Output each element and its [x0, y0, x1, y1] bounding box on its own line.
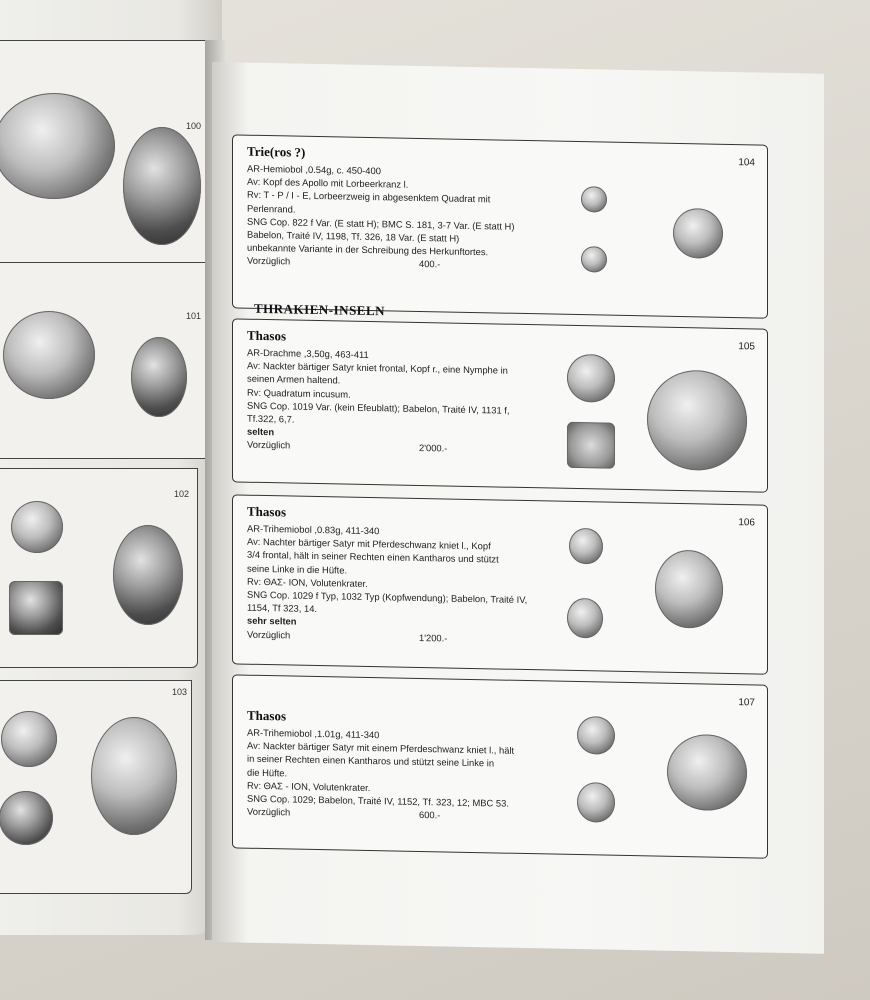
- condition-label: Vorzüglich: [247, 805, 291, 818]
- description-line: Av: Nachter bärtiger Satyr mit Pferdeschwanz kniet l., Kopf: [247, 535, 491, 552]
- description-line: AR-Hemiobol ,0.54g, c. 450-400: [247, 162, 381, 177]
- description-line: Perlenrand.: [247, 202, 296, 215]
- entry-title: Thasos: [247, 327, 287, 344]
- coin-obverse-image: [569, 528, 603, 565]
- coin-obverse-image: [577, 716, 615, 755]
- condition-label: Vorzüglich: [247, 255, 291, 267]
- price: 2'000.-: [419, 442, 448, 454]
- description-line: SNG Cop. 1029; Babelon, Traité IV, 1152, Tf. 323, 12; MBC 53.: [247, 792, 509, 809]
- coin-reverse-image: [567, 598, 603, 639]
- left-page: [0, 0, 222, 935]
- coin-image: [131, 337, 187, 417]
- description-line: AR-Drachme ,3,50g, 463-411: [247, 346, 369, 361]
- left-entry-number: 100: [185, 121, 201, 131]
- entry-number: 104: [738, 157, 755, 169]
- price: 400.-: [419, 258, 441, 270]
- description-line: 3/4 frontal, hält in seiner Rechten einen Kantharos und stützt: [247, 549, 499, 565]
- condition-label: Vorzüglich: [247, 439, 291, 451]
- left-entry-number: 101: [185, 311, 201, 321]
- description-line: Av: Nackter bärtiger Satyr mit einem Pferdeschwanz kniet l., hält: [247, 739, 515, 757]
- coin-enlarged-image: [673, 208, 723, 259]
- entry-title: Trie(ros ?): [247, 143, 306, 160]
- left-entry-number: 103: [171, 687, 187, 697]
- coin-reverse-image: [567, 422, 615, 469]
- price: 600.-: [419, 809, 441, 821]
- description-line: Rv: ΘΑΣ- ΙΟΝ, Volutenkrater.: [247, 575, 368, 589]
- condition-label: Vorzüglich: [247, 628, 291, 641]
- coin-image: [0, 791, 53, 845]
- coin-image: [1, 711, 57, 767]
- entry-title: Thasos: [247, 503, 287, 520]
- entry-description: [247, 522, 567, 647]
- right-page: [212, 62, 824, 954]
- rarity-label: sehr selten: [247, 615, 297, 628]
- entry-description: [247, 162, 567, 274]
- entry-number: 106: [738, 517, 755, 529]
- left-entry-box: [0, 40, 210, 267]
- entry-number: 105: [738, 341, 755, 353]
- description-line: SNG Cop. 1029 f Typ, 1032 Typ (Kopfwendung); Babelon, Traité IV,: [247, 588, 528, 606]
- description-line: Av: Nackter bärtiger Satyr kniet frontal, Kopf r., eine Nymphe in: [247, 359, 508, 376]
- description-line: Rv: T - P / I - E, Lorbeerzweig in abgesenktem Quadrat mit: [247, 189, 491, 205]
- section-heading: THRAKIEN-INSELN: [254, 300, 386, 319]
- coin-image: [113, 525, 183, 625]
- description-line: Tf.322, 6,7.: [247, 412, 295, 425]
- left-entry-box: [0, 680, 192, 894]
- description-line: die Hüfte.: [247, 766, 288, 779]
- coin-reverse-image: [577, 782, 615, 823]
- coin-image: [91, 717, 177, 835]
- description-line: SNG Cop. 822 f Var. (E statt H); BMC S. 181, 3-7 Var. (E statt H): [247, 215, 515, 232]
- description-line: Rv: Quadratum incusum.: [247, 386, 351, 400]
- catalog-entry-105: [232, 318, 768, 492]
- coin-image: [3, 311, 95, 399]
- description-line: 1154, Tf 323, 14.: [247, 601, 318, 615]
- description-line: SNG Cop. 1019 Var. (kein Efeublatt); Babelon, Traité IV, 1131 f,: [247, 399, 510, 416]
- entry-title: Thasos: [247, 707, 287, 724]
- description-line: seine Linke in die Hüfte.: [247, 562, 348, 576]
- coin-obverse-image: [567, 354, 615, 403]
- coin-image: [9, 581, 63, 635]
- catalog-entry-106: [232, 494, 768, 674]
- description-line: Babelon, Traité IV, 1198, Tf. 326, 18 Var. (E statt H): [247, 228, 460, 244]
- description-line: AR-Trihemiobol ,0.83g, 411-340: [247, 522, 380, 537]
- entry-description: [247, 346, 567, 458]
- coin-reverse-image: [581, 246, 607, 272]
- catalog-entry-104: [232, 134, 768, 318]
- coin-image: [0, 93, 115, 199]
- left-entry-box: [0, 468, 198, 668]
- coin-image: [11, 501, 63, 553]
- coin-enlarged-image: [647, 369, 747, 471]
- left-entry-box: [0, 262, 210, 459]
- description-line: Av: Kopf des Apollo mit Lorbeerkranz l.: [247, 175, 409, 190]
- description-line: Rv: ΘΑΣ - ΙΟΝ, Volutenkrater.: [247, 779, 371, 793]
- description-line: seinen Armen haltend.: [247, 373, 341, 386]
- entry-number: 107: [738, 697, 755, 709]
- catalog-entry-107: [232, 674, 768, 858]
- description-line: AR-Trihemiobol ,1.01g, 411-340: [247, 726, 380, 741]
- coin-image: [123, 127, 201, 245]
- coin-enlarged-image: [667, 734, 747, 812]
- entry-description: [247, 726, 567, 825]
- coin-obverse-image: [581, 186, 607, 212]
- rarity-label: selten: [247, 425, 275, 438]
- price: 1'200.-: [419, 631, 448, 644]
- description-line: in seiner Rechten einen Kantharos und stützt seine Linke in: [247, 753, 495, 769]
- description-line: unbekannte Variante in der Schreibung des Herkunftortes.: [247, 241, 489, 258]
- coin-enlarged-image: [655, 550, 723, 629]
- left-entry-number: 102: [173, 489, 189, 499]
